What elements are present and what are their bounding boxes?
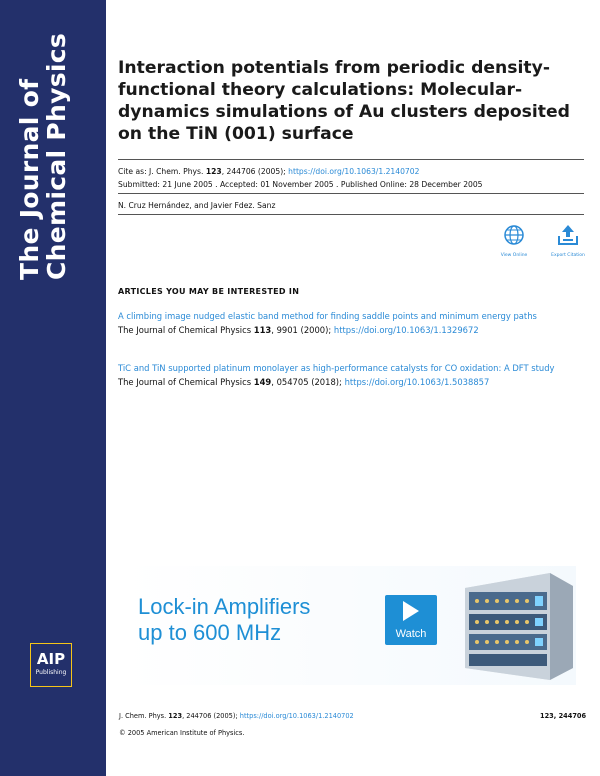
cite-rest: , 244706 (2005); [221,167,286,176]
related-article-1 [118,311,586,336]
cite-doi-link[interactable]: https://doi.org/10.1063/1.2140702 [288,167,420,176]
instrument-rack-icon [455,568,575,683]
journal-sidebar [0,0,106,776]
related-volume: 149 [253,376,272,387]
watch-button[interactable] [385,595,437,645]
view-online-button[interactable] [494,224,534,258]
related-doi-link[interactable]: https://doi.org/10.1063/1.5038857 [344,376,490,387]
publication-dates: Submitted: 21 June 2005 . Accepted: 01 November 2005 . Published Online: 28 December 2005 [118,180,483,189]
aip-logo-subtext: Publishing [35,669,67,676]
cite-prefix: Cite as: J. Chem. Phys. [118,167,204,176]
related-journal: The Journal of Chemical Physics [118,324,252,335]
related-rest: , 9901 (2000); [271,324,332,335]
dates-divider [118,193,584,194]
journal-name-line2: Chemical Physics [42,32,71,280]
footer-cite-prefix: J. Chem. Phys. [119,712,167,720]
ad-line2: up to 600 MHz [138,620,282,645]
footer-cite-volume: 123 [168,712,183,720]
journal-name [16,33,70,280]
related-article-source [118,325,586,337]
play-icon [403,601,419,621]
related-articles-heading: ARTICLES YOU MAY BE INTERESTED IN [118,287,300,296]
related-volume: 113 [253,324,272,335]
related-journal: The Journal of Chemical Physics [118,376,252,387]
footer-page-ref: 123, 244706 [540,712,587,720]
globe-icon [503,224,525,246]
authors-divider [118,214,584,215]
aip-publishing-logo[interactable] [30,643,72,687]
related-rest: , 054705 (2018); [271,376,342,387]
related-article-title[interactable]: TiC and TiN supported platinum monolayer as high-performance catalysts for CO oxidation: A DFT study [118,363,555,373]
footer-cite-rest: , 244706 (2005); [182,712,238,720]
advertisement-banner[interactable] [125,566,576,685]
related-article-2 [118,363,586,388]
citation-line [118,166,419,177]
copyright: © 2005 American Institute of Physics. [119,729,245,737]
ad-line1: Lock-in Amplifiers [138,594,311,619]
journal-name-line1: The Journal of [15,78,44,280]
related-doi-link[interactable]: https://doi.org/10.1063/1.1329672 [333,324,479,335]
ad-headline [138,594,310,646]
export-citation-button[interactable] [548,224,588,258]
watch-label: Watch [395,628,427,640]
footer-citation [119,712,354,720]
cite-volume: 123 [205,167,222,176]
article-title: Interaction potentials from periodic density-functional theory calculations: Molecular-dynamics simulations of Au clusters deposited on the TiN (001) surface [118,58,570,144]
authors: N. Cruz Hernández, and Javier Fdez. Sanz [118,201,276,210]
related-article-source [118,377,586,389]
view-online-label: View Online [500,253,528,258]
footer-doi-link[interactable]: https://doi.org/10.1063/1.2140702 [239,712,354,720]
aip-logo-text: AIP [36,650,66,668]
title-divider [118,159,584,160]
export-citation-label: Export Citation [551,253,585,258]
related-article-title[interactable]: A climbing image nudged elastic band method for finding saddle points and minimum energy paths [118,311,537,321]
export-icon [556,224,580,246]
